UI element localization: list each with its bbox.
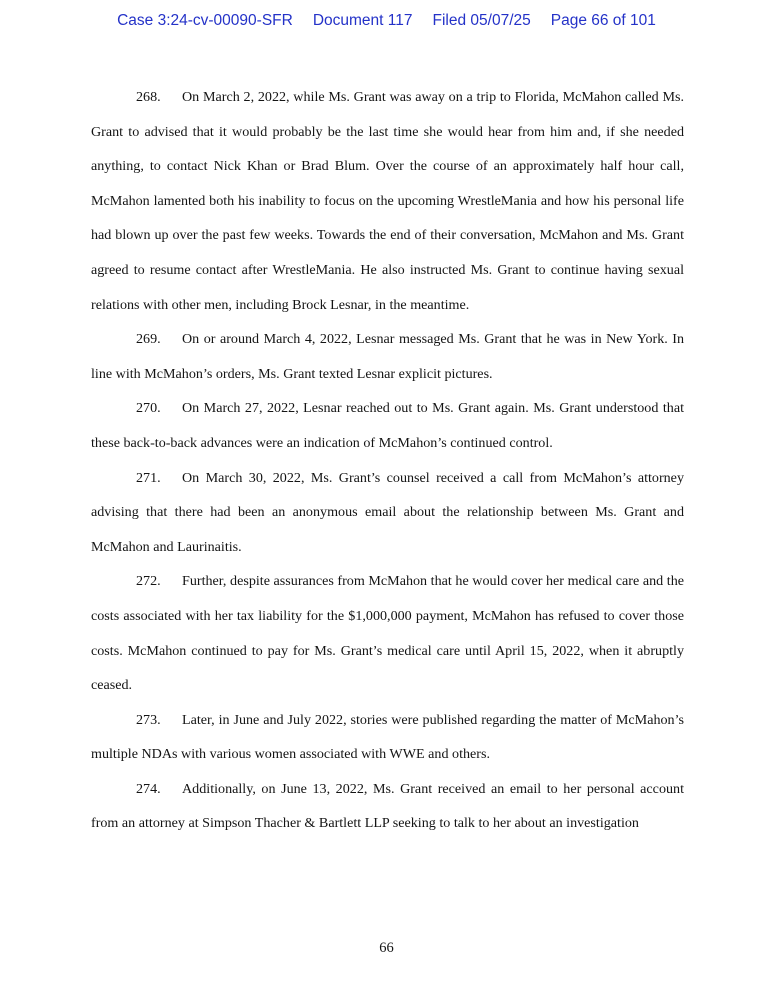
paragraph-272	[91, 564, 684, 702]
paragraph-text: Later, in June and July 2022, stories were published regarding the matter of McMahon’s multiple NDAs with various women associated with WWE and others.	[91, 711, 684, 763]
paragraph-268	[91, 80, 684, 322]
paragraph-274	[91, 772, 684, 841]
ecf-header-stamp	[0, 12, 773, 30]
paragraph-number: 268.	[136, 89, 161, 105]
paragraph-number: 269.	[136, 331, 161, 348]
paragraph-text: Further, despite assurances from McMahon that he would cover her medical care and the costs associated with her tax liability for the $1,000,000 payment, McMahon has refused to cover those costs. McMahon continued to pay for Ms. Grant’s medical care until April 15, 2022, when it abruptly ceased.	[91, 573, 684, 694]
paragraph-text: On March 27, 2022, Lesnar reached out to Ms. Grant again. Ms. Grant understood that these back-to-back advances were an indication of McMahon’s continued control.	[91, 400, 684, 451]
page-number: 66	[379, 940, 394, 956]
page-count: Page 66 of 101	[550, 12, 656, 29]
document-number: Document 117	[312, 12, 413, 29]
paragraph-number: 273.	[136, 711, 161, 728]
paragraph-number: 272.	[136, 573, 161, 590]
paragraph-number: 271.	[136, 469, 161, 486]
paragraph-text: Additionally, on June 13, 2022, Ms. Grant received an email to her personal account from an attorney at Simpson Thacher & Bartlett LLP seeking to talk to her about an investigation	[91, 780, 684, 832]
paragraph-number: 274.	[136, 780, 161, 797]
paragraph-273	[91, 703, 684, 772]
paragraph-text: On or around March 4, 2022, Lesnar messaged Ms. Grant that he was in New York. In line with McMahon’s orders, Ms. Grant texted Lesnar explicit pictures.	[91, 331, 684, 382]
filed-date: Filed 05/07/25	[432, 12, 531, 29]
document-body	[91, 80, 684, 841]
paragraph-271	[91, 461, 684, 565]
paragraph-270	[91, 391, 684, 460]
paragraph-number: 270.	[136, 400, 161, 417]
paragraph-269	[91, 322, 684, 391]
case-number: Case 3:24-cv-00090-SFR	[117, 12, 293, 29]
paragraph-text: On March 2, 2022, while Ms. Grant was away on a trip to Florida, McMahon called Ms. Grant to advised that it would probably be the last time she would hear from him and, if she needed anything, to contact Nick Khan or Brad Blum. Over the course of an approximately half hour call, McMahon lamented both his inability to focus on the upcoming WrestleMania and how his personal life had blown up over the past few weeks. Towards the end of their conversation, McMahon and Ms. Grant agreed to resume contact after WrestleMania. He also instructed Ms. Grant to continue having sexual relations with other men, including Brock Lesnar, in the meantime.	[91, 89, 684, 313]
paragraph-text: On March 30, 2022, Ms. Grant’s counsel received a call from McMahon’s attorney advising that there had been an anonymous email about the relationship between Ms. Grant and McMahon and Laurinaitis.	[91, 469, 684, 555]
